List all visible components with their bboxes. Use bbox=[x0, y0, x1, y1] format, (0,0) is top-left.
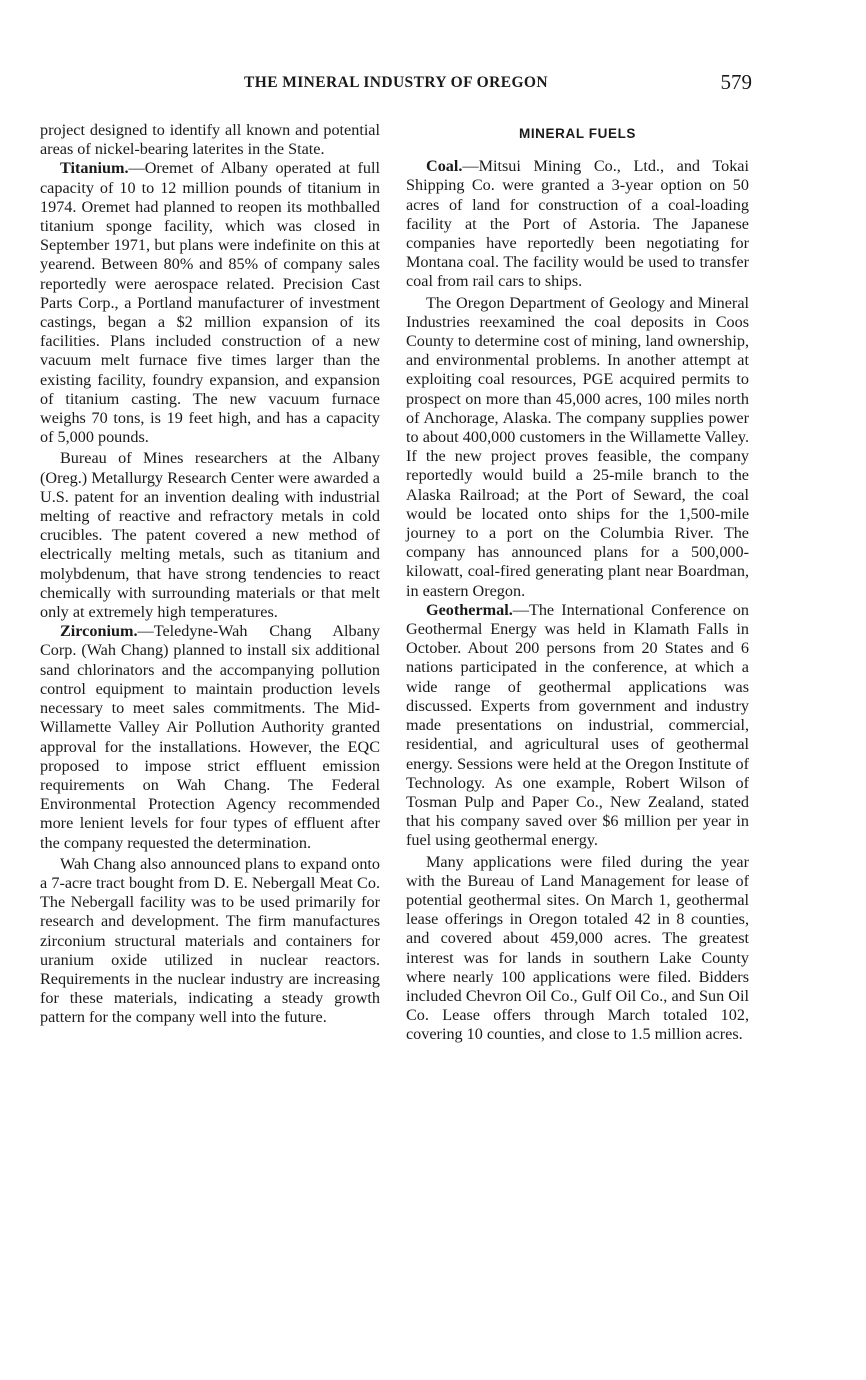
nickel-paragraph-continued bbox=[40, 121, 380, 159]
lease-applications-paragraph bbox=[406, 853, 749, 1045]
coal-paragraph bbox=[406, 157, 749, 291]
page-header bbox=[40, 68, 752, 98]
wah-chang-paragraph-text: Wah Chang also announced plans to expand onto a 7-acre tract bought from D. E. Nebergall Meat Co. The Nebergall facility was to be used primarily for research and development. The firm manufactures zirconium structural materials and containers for uranium oxide utilized in nuclear reactors. Requirements in the nuclear industry are increasing for these materials, indicating a steady growth pattern for the company well into the future. bbox=[40, 854, 380, 1027]
running-title: THE MINERAL INDUSTRY OF OREGON bbox=[244, 74, 548, 91]
coal-paragraph-text: —Mitsui Mining Co., Ltd., and Tokai Shipping Co. were granted a 3-year option on 50 acres of land for construction of a coal-loading facility at the Port of Astoria. The Japanese companies have reportedly been negotiating for Montana coal. The facility would be used to transfer coal from rail cars to ships. bbox=[406, 157, 749, 291]
lease-applications-paragraph-text: Many applications were filed during the year with the Bureau of Land Management for lease of potential geothermal sites. On March 1, geothermal lease offerings in Oregon totaled 42 in 8 counties, and covered about 459,000 acres. The greatest interest was for lands in southern Lake County where nearly 100 applications were filed. Bidders included Chevron Oil Co., Gulf Oil Co., and Sun Oil Co. Lease offers through March totaled 102, covering 10 counties, and close to 1.5 million acres. bbox=[406, 852, 749, 1044]
geothermal-paragraph-text: —The International Conference on Geothermal Energy was held in Klamath Falls in October. About 200 persons from 20 States and 6 nations participated in the conference, at which a wide range of geothermal applications was discussed. Experts from government and industry made presentations on industrial, commercial, residential, and agricultural uses of geothermal energy. Sessions were held at the Oregon Institute of Technology. As one example, Robert Wilson of Tosman Pulp and Paper Co., New Zealand, stated that his company saved over $6 million per year in fuel using geothermal energy. bbox=[406, 600, 749, 850]
geothermal-paragraph bbox=[406, 601, 749, 851]
zirconium-paragraph bbox=[40, 622, 380, 852]
bureau-paragraph bbox=[40, 449, 380, 622]
left-column bbox=[40, 121, 380, 1028]
titanium-paragraph bbox=[40, 159, 380, 447]
right-column bbox=[406, 121, 749, 1045]
zirconium-heading: Zirconium. bbox=[60, 622, 138, 641]
oregon-department-paragraph-text: The Oregon Department of Geology and Mineral Industries reexamined the coal deposits in Coos County to determine cost of mining, land ownership, and environmental problems. In another attempt at exploiting coal resources, PGE acquired permits to prospect on more than 45,000 acres, 100 miles north of Anchorage, Alaska. The company supplies power to about 400,000 customers in the Willamette Valley. If the new project proves feasible, the company reportedly would build a 25-mile branch to the Alaska Railroad; at the Port of Seward, the coal would be located onto ships for the 1,500-mile journey to a port on the Columbia River. The company has announced plans for a 500,000-kilowatt, coal-fired generating plant near Boardman, in eastern Oregon. bbox=[406, 293, 749, 600]
titanium-paragraph-text: —Oremet of Albany operated at full capacity of 10 to 12 million pounds of titanium in 1974. Oremet had planned to reopen its mothballed titanium sponge facility, which was closed in September 1971, but plans were indefinite on this at yearend. Between 80% and 85% of company sales reportedly were aerospace related. Precision Cast Parts Corp., a Portland manufacturer of investment castings, began a $2 million expansion of its facilities. Plans included construction of a new vacuum melt furnace five times larger than the existing facility, foundry expansion, and expansion of titanium casting. The new vacuum furnace weighs 70 tons, is 19 feet high, and has a capacity of 5,000 pounds. bbox=[40, 159, 380, 447]
page-number: 579 bbox=[720, 70, 752, 94]
nickel-paragraph-text: project designed to identify all known and potential areas of nickel-bearing laterites in the State. bbox=[40, 121, 380, 159]
coal-heading: Coal. bbox=[426, 157, 463, 176]
bureau-paragraph-text: Bureau of Mines researchers at the Albany (Oreg.) Metallurgy Research Center were awarded a U.S. patent for an invention dealing with industrial melting of reactive and refractory metals in cold crucibles. The patent covered a new method of electrically melting metals, such as titanium and molybdenum, that have strong tendencies to react chemically with surrounding materials or that melt only at extremely high temperatures. bbox=[40, 449, 380, 622]
geothermal-heading: Geothermal. bbox=[426, 600, 513, 619]
titanium-heading: Titanium. bbox=[60, 159, 129, 178]
wah-chang-paragraph bbox=[40, 855, 380, 1028]
zirconium-paragraph-text: —Teledyne-Wah Chang Albany Corp. (Wah Chang) planned to install six additional sand chlorinators and the accompanying pollution control equipment to maintain production levels necessary to meet sales commitments. The Mid-Willamette Valley Air Pollution Authority granted approval for the installations. However, the EQC proposed to impose strict effluent emission requirements on Wah Chang. The Federal Environmental Protection Agency recommended more lenient levels for four types of effluent after the company requested the determination. bbox=[40, 622, 380, 852]
oregon-department-paragraph bbox=[406, 294, 749, 601]
section-heading-mineral-fuels: MINERAL FUELS bbox=[518, 126, 637, 141]
